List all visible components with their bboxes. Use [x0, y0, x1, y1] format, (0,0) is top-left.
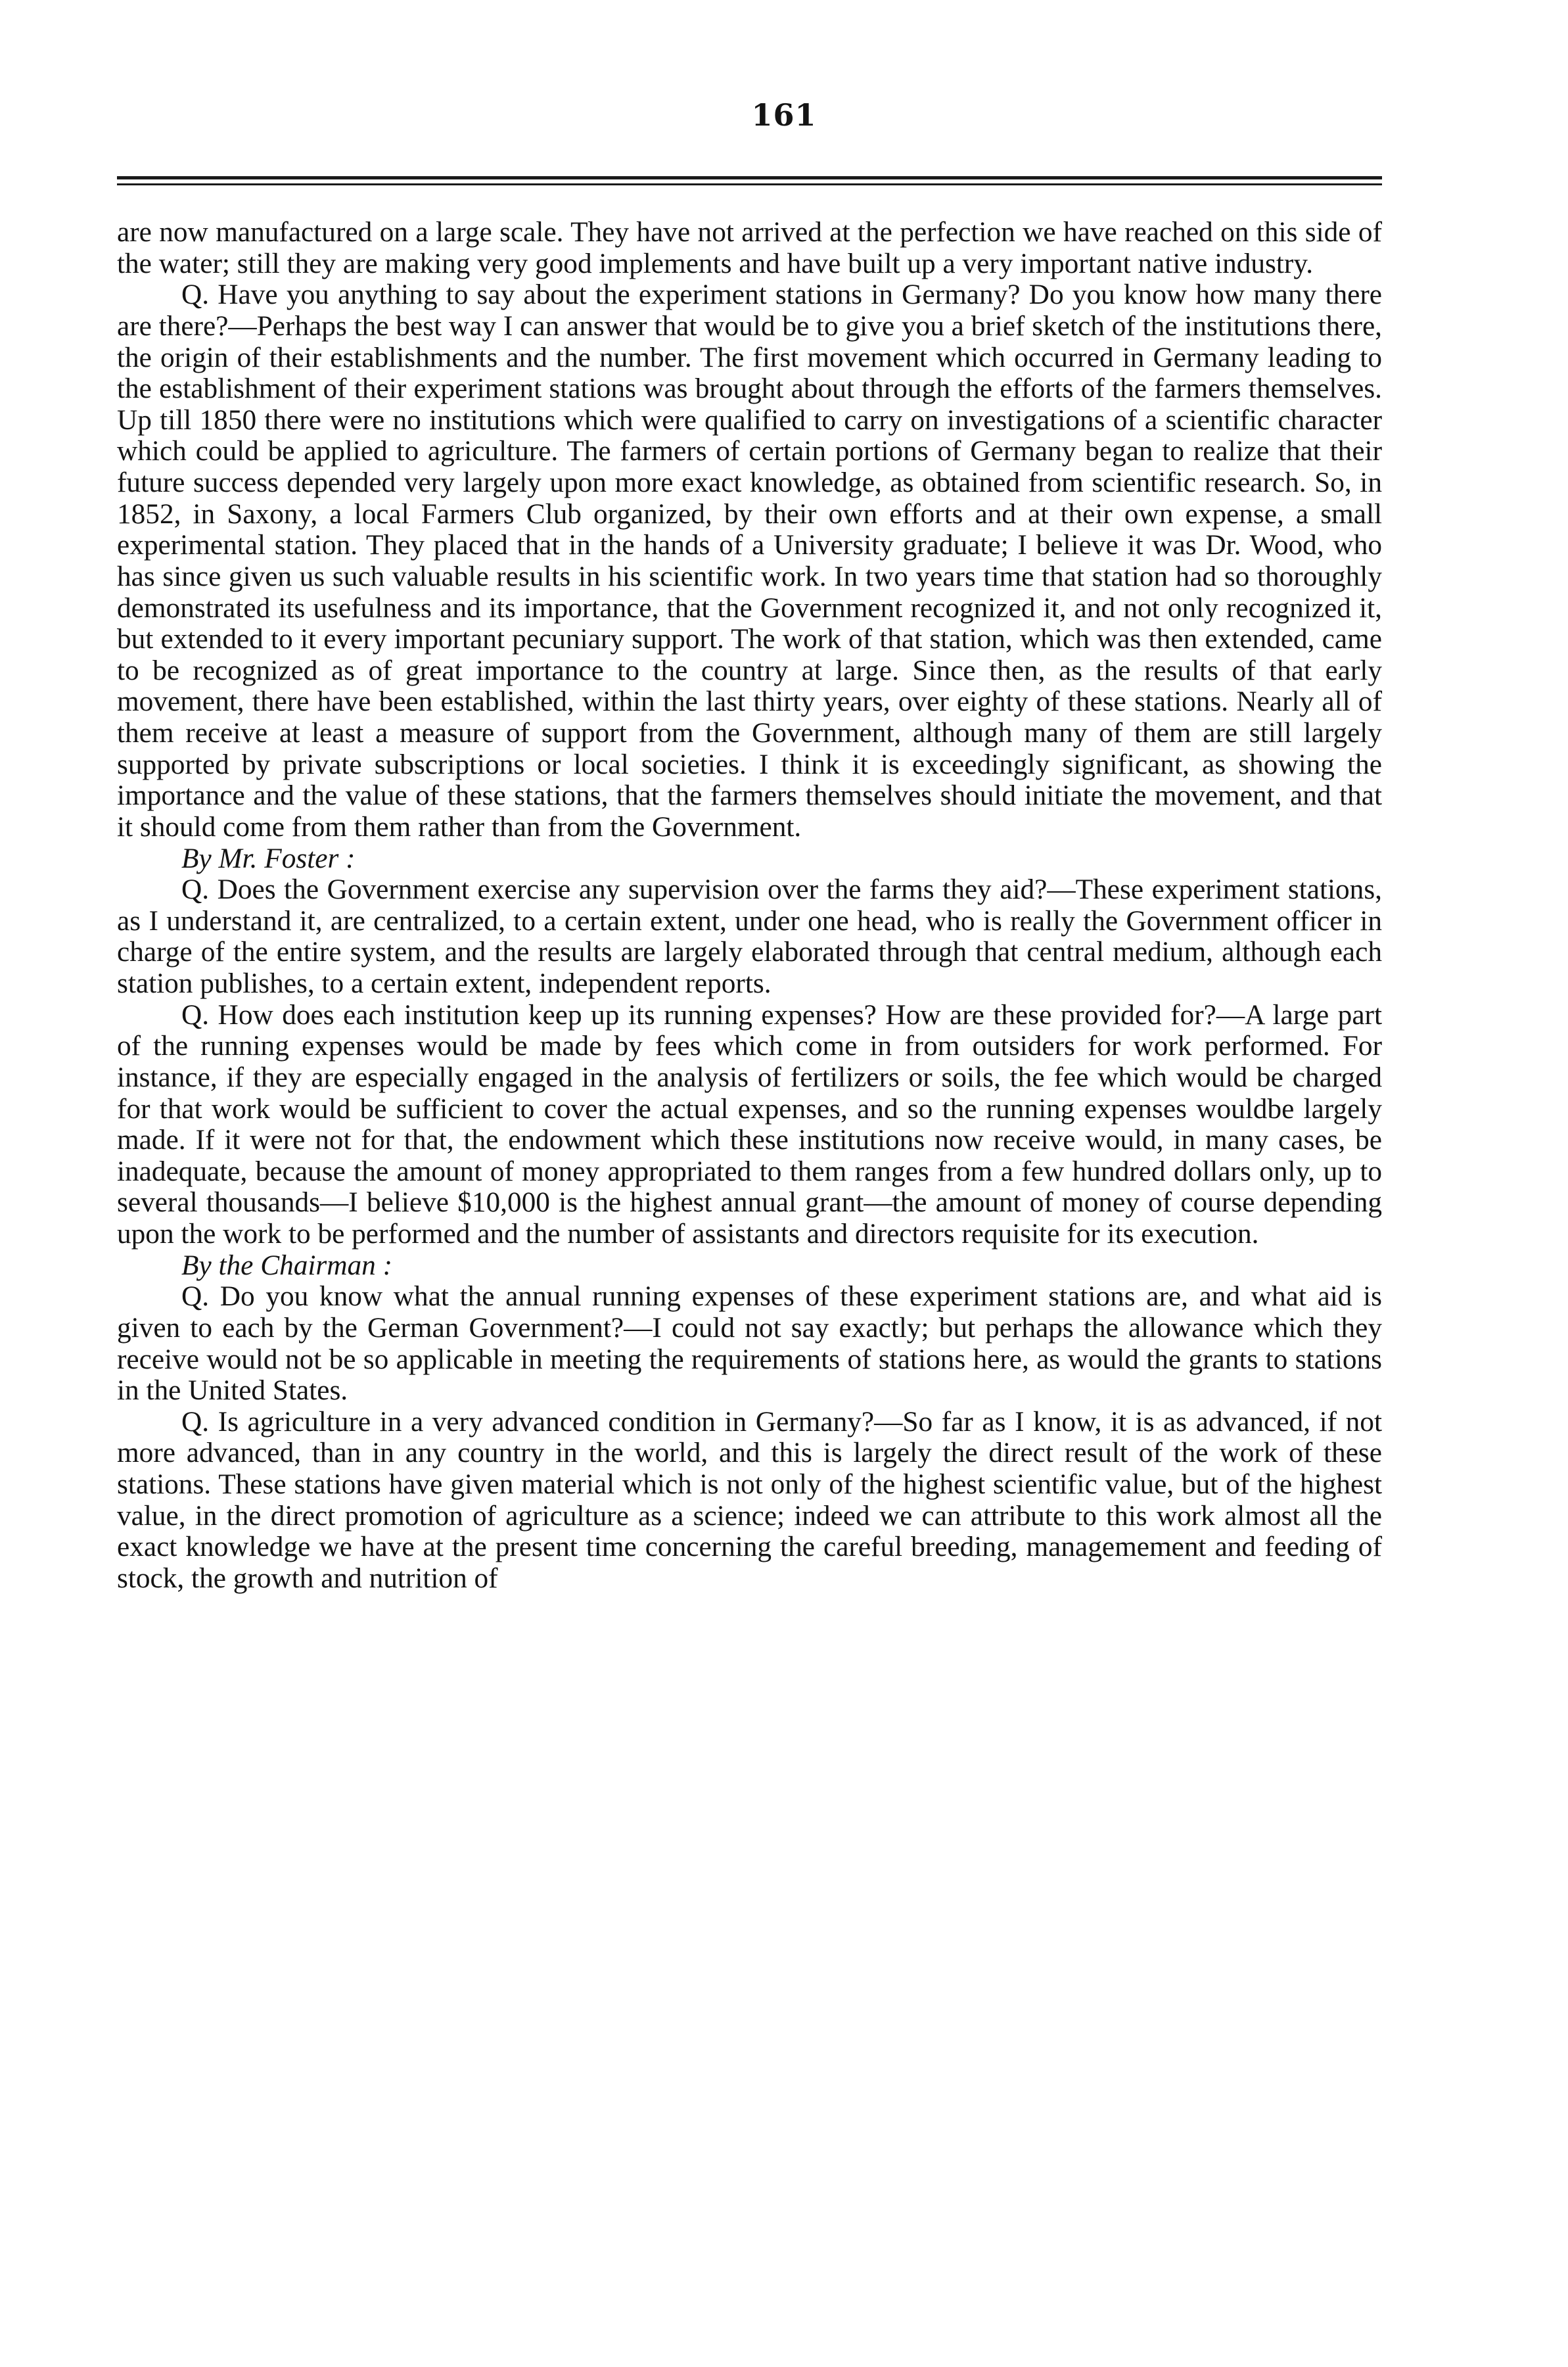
speaker-heading-chairman: By the Chairman : [181, 1249, 393, 1281]
header-rule-thick [117, 176, 1382, 179]
speaker-heading-foster: By Mr. Foster : [181, 842, 356, 874]
page-number: 161 [751, 97, 817, 133]
paragraph-question-agriculture-condition: Q. Is agriculture in a very advanced condition in Germany?—So far as I know, it is as advanced, if not more advanced, than in any country in the world, and this is largely the direct result of the work of these stations. These stations have given material which is not only of the highest scientific value, but of the highest value, in the direct promotion of agriculture as a science; indeed we can attribute to this work almost all the exact knowledge we have at the present time concerning the careful breeding, managemement and feeding of stock, the growth and nutrition of [117, 1405, 1382, 1594]
document-body [117, 217, 1382, 1595]
paragraph-question-annual-expenses: Q. Do you know what the annual running expenses of these experiment stations are, and what aid is given to each by the German Government?—I could not say exactly; but perhaps the allowance which they receive would not be so applicable in meeting the requirements of stations here, as would the grants to stations in the United States. [117, 1280, 1382, 1407]
header-rule-thin [117, 183, 1382, 185]
paragraph-continuation: are now manufactured on a large scale. They have not arrived at the perfection we have reached on this side of the water; still they are making very good implements and have built up a very important native industry. [117, 216, 1382, 279]
paragraph-question-supervision: Q. Does the Government exercise any supervision over the farms they aid?—These experiment stations, as I understand it, are centralized, to a certain extent, under one head, who is really the Government officer in charge of the entire system, and the results are largely elaborated through that central medium, although each station publishes, to a certain extent, independent reports. [117, 874, 1382, 999]
paragraph-question-running-expenses: Q. How does each institution keep up its running expenses? How are these provided for?—A large part of the running expenses would be made by fees which come in from outsiders for work performed. For instance, if they are especially engaged in the analysis of fertilizers or soils, the fee which would be charged for that work would be sufficient to cover the actual expenses, and so the running expenses wouldbe largely made. If it were not for that, the endowment which these institutions now receive would, in many cases, be inadequate, because the amount of money appropriated to them ranges from a few hundred dollars only, up to several thousands—I believe $10,000 is the highest annual grant—the amount of money of course depending upon the work to be performed and the number of assistants and directors requisite for its execution. [117, 998, 1382, 1250]
paragraph-question-experiment-stations: Q. Have you anything to say about the experiment stations in Germany? Do you know how many there are there?—Perhaps the best way I can answer that would be to give you a brief sketch of the institutions there, the origin of their establishments and the number. The first movement which occurred in Germany leading to the establishment of their experiment stations was brought about through the efforts of the farmers themselves. Up till 1850 there were no institutions which were qualified to carry on investigations of a scientific character which could be applied to agriculture. The farmers of certain portions of Germany began to realize that their future success depended very largely upon more exact knowledge, as obtained from scientific research. So, in 1852, in Saxony, a local Farmers Club organized, by their own efforts and at their own expense, a small experimental station. They placed that in the hands of a University graduate; I believe it was Dr. Wood, who has since given us such valuable results in his scientific work. In two years time that station had so thoroughly demonstrated its usefulness and its importance, that the Government recognized it, and not only recognized it, but extended to it every important pecuniary support. The work of that station, which was then extended, came to be recognized as of great importance to the country at large. Since then, as the results of that early movement, there have been established, within the last thirty years, over eighty of these stations. Nearly all of them receive at least a measure of support from the Government, although many of them are still largely supported by private subscriptions or local societies. I think it is exceedingly significant, as showing the importance and the value of these stations, that the farmers themselves should initiate the movement, and that it should come from them rather than from the Government. [117, 279, 1382, 843]
